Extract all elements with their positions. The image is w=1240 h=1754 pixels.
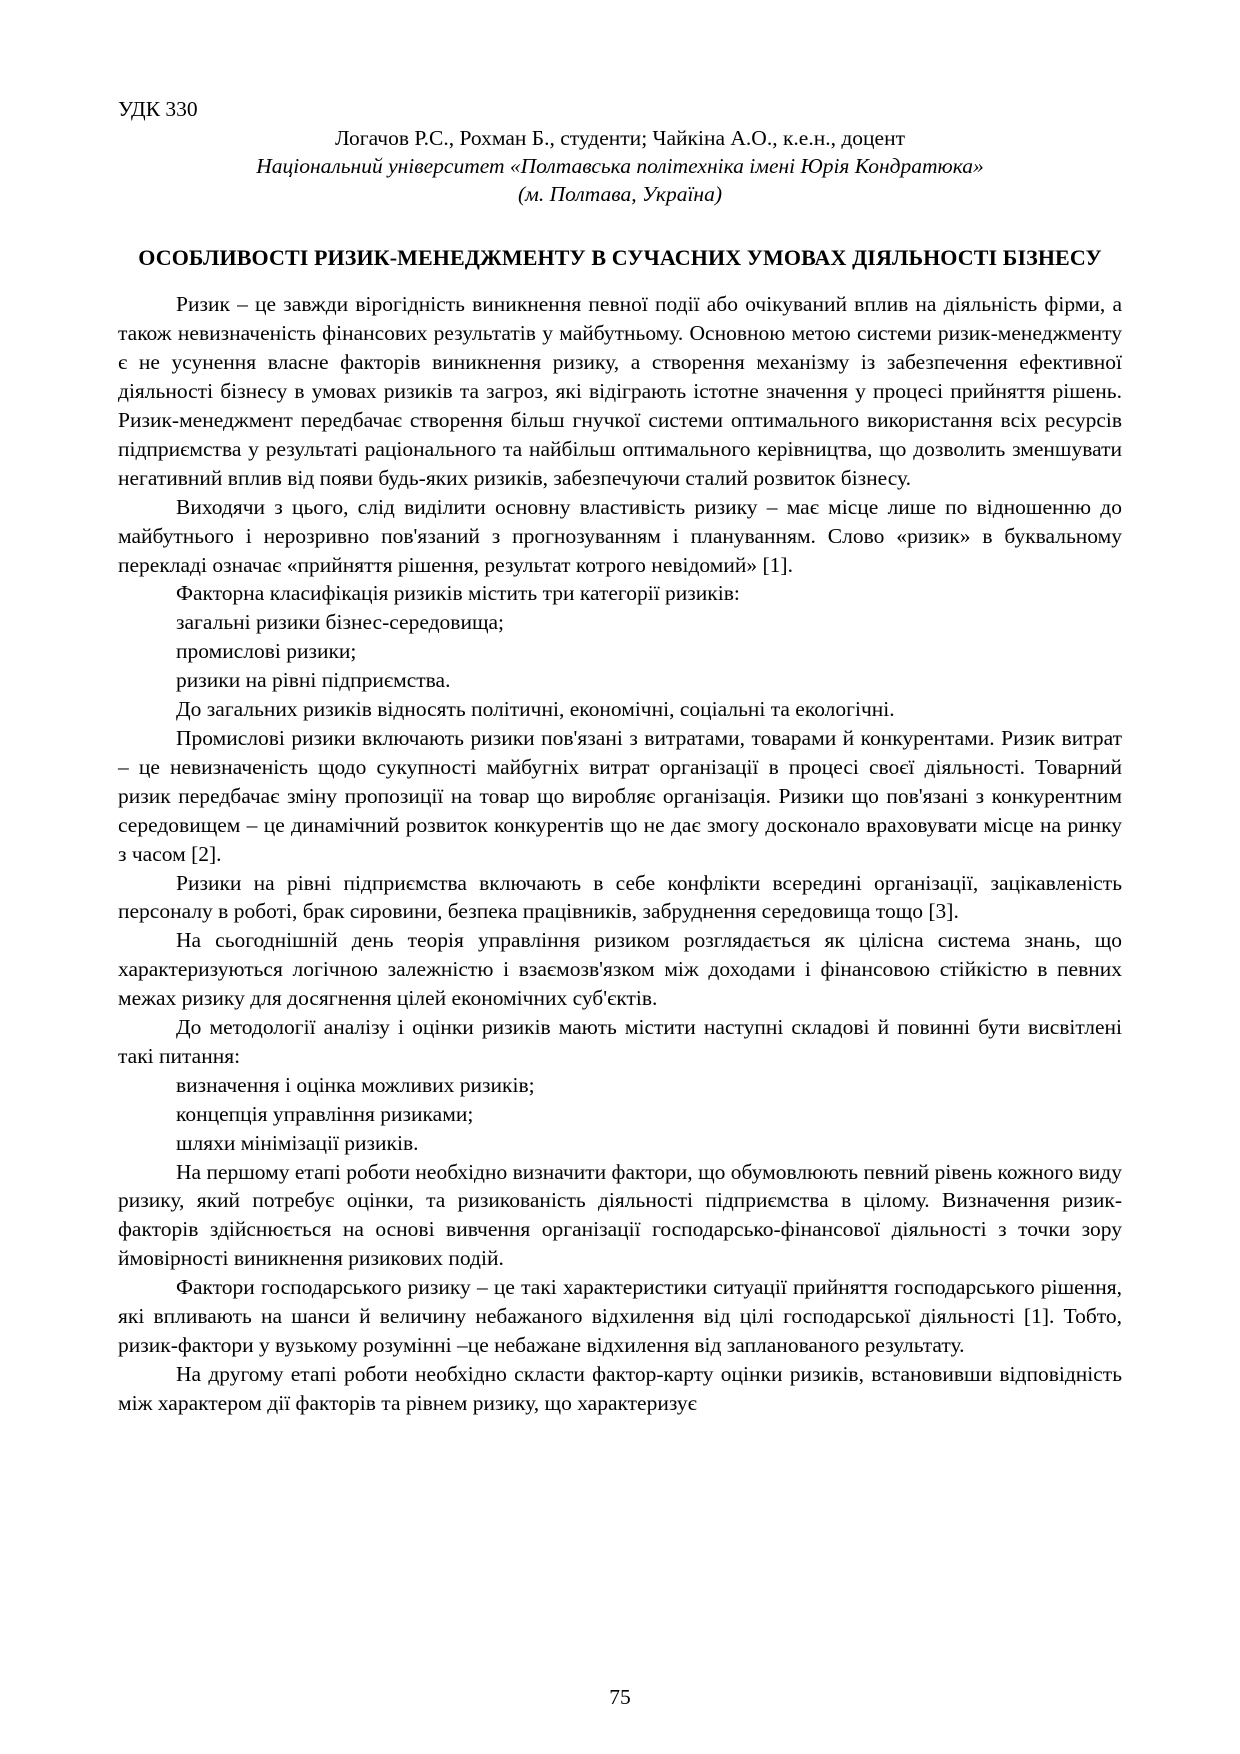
city-line: (м. Полтава, Україна): [517, 181, 722, 206]
page-number: 75: [609, 1685, 631, 1709]
author-line: Логачов Р.С., Рохман Б., студенти; Чайкіна А.О., к.е.н., доцент: [335, 125, 905, 150]
body-text: [118, 290, 1122, 1417]
paragraph: На сьогоднішній день теорія управління ризиком розглядається як цілісна система знань, що характеризуються логічною залежністю і взаємозв'язком між доходами і фінансовою стійкістю в певних межах ризику для досягнення цілей економічних суб'єктів.: [118, 928, 1122, 1011]
paragraph: Ризик – це завжди вірогідність виникнення певної події або очікуваний вплив на діяльність фірми, а також невизначеність фінансових результатів у майбутньому. Основною метою системи ризик-менеджменту є не усунення власне факторів виникнення ризику, а створення механізму із забезпечення ефективної діяльності бізнесу в умовах ризиків та загроз, які відіграють істотне значення у процесі прийняття рішень. Ризик-менеджмент передбачає створення більш гнучкої системи оптимального використання всіх ресурсів підприємства у результаті раціонального та найбільш оптимального керівництва, що дозволить зменшувати негативний вплив від появи будь-яких ризиків, забезпечуючи сталий розвиток бізнесу.: [118, 292, 1122, 490]
paragraph: Факторна класифікація ризиків містить три категорії ризиків:: [176, 581, 740, 606]
list-item: ризики на рівні підприємства.: [176, 668, 451, 693]
udk-code: УДК 330: [118, 97, 198, 121]
list-item: визначення і оцінка можливих ризиків;: [176, 1072, 535, 1097]
paragraph: На другому етапі роботи необхідно скласти фактор-карту оцінки ризиків, встановивши відповідність між характером дії факторів та рівнем ризику, що характеризує: [118, 1361, 1122, 1415]
paragraph: Виходячи з цього, слід виділити основну властивість ризику – має місце лише по відношенню до майбутнього і нерозривно пов'язаний з прогнозуванням і плануванням. Слово «ризик» в буквальному перекладі означає «прийняття рішення, результат котрого невідомий» [1].: [118, 494, 1122, 577]
paragraph: На першому етапі роботи необхідно визначити фактори, що обумовлюють певний рівень кожного виду ризику, який потребує оцінки, та ризикованість діяльності підприємства в цілому. Визначення ризик-факторів здійснюється на основі вивчення організації господарсько-фінансової діяльності з точки зору ймовірності виникнення ризикових подій.: [118, 1159, 1122, 1271]
affiliation-line: Національний університет «Полтавська політехніка імені Юрія Кондратюка»: [256, 153, 984, 178]
paragraph: Фактори господарського ризику – це такі характеристики ситуації прийняття господарського рішення, які впливають на шанси й величину небажаного відхилення від цілі господарської діяльності [1]. Тобто, ризик-фактори у вузькому розумінні –це небажане відхилення від запланованого результату.: [118, 1275, 1122, 1357]
paragraph: Промислові ризики включають ризики пов'язані з витратами, товарами й конкурентами. Ризик витрат – це невизначеність щодо сукупності майбугніх витрат організації в процесі своєї діяльності. Товарний ризик передбачає зміну пропозиції на товар що виробляє організація. Ризики що пов'язані з конкурентним середовищем – це динамічний розвиток конкурентів що не дає змогу досконало враховувати місце на ринку з часом [2].: [118, 725, 1122, 866]
list-item: загальні ризики бізнес-середовища;: [176, 610, 505, 635]
paragraph: До методології аналізу і оцінки ризиків мають містити наступні складові й повинні бути висвітлені такі питання:: [118, 1015, 1122, 1068]
page-title: ОСОБЛИВОСТІ РИЗИК-МЕНЕДЖМЕНТУ В СУЧАСНИХ УМОВАХ ДІЯЛЬНОСТІ БІЗНЕСУ: [138, 244, 1102, 270]
list-item: промислові ризики;: [176, 639, 357, 664]
paragraph: Ризики на рівні підприємства включають в себе конфлікти всередині організації, зацікавленість персоналу в роботі, брак сировини, безпека працівників, забруднення середовища тощо [3].: [118, 870, 1122, 924]
paragraph: До загальних ризиків відносять політичні, економічні, соціальні та екологічні.: [176, 697, 895, 722]
list-item: шляхи мінімізації ризиків.: [176, 1130, 419, 1155]
list-item: концепція управління ризиками;: [176, 1101, 474, 1126]
